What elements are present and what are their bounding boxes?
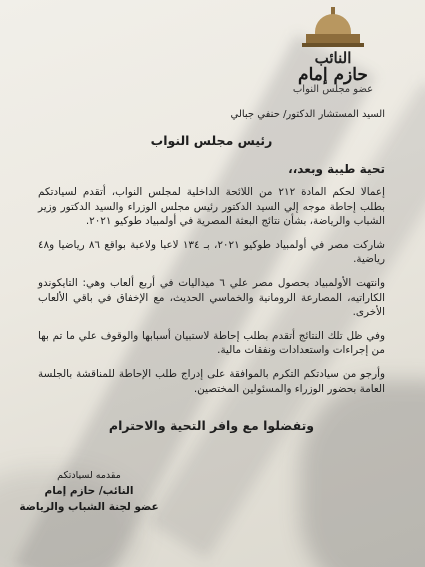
signature-role: عضو لجنة الشباب والرياضة bbox=[19, 501, 159, 513]
paragraph: وانتهت الأولمبياد بحصول مصر علي ٦ ميداليات في أربع ألعاب وهي: التايكوندو الكاراتيه، المصارعة الرومانية والخماسي الحديث، مع الإخفاق في باقي الألعاب الأخرى. bbox=[38, 276, 385, 319]
letterhead bbox=[263, 6, 403, 96]
greeting: تحية طيبة وبعد،، bbox=[288, 162, 385, 176]
letter-body bbox=[38, 108, 385, 433]
paragraph: شاركت مصر في أولمبياد طوكيو ٢٠٢١، بـ ١٣٤ لاعبا ولاعبة بواقع ٨٦ رياضيا و٤٨ رياضية. bbox=[38, 238, 385, 266]
signature-intro: مقدمه لسيادتكم bbox=[57, 470, 121, 481]
signature-name: النائب/ حازم إمام bbox=[44, 485, 134, 497]
letterhead-title: النائب bbox=[314, 49, 352, 67]
paragraph: وأرجو من سيادتكم التكرم بالموافقة على إدراج طلب الإحاطة للمناقشة بالجلسة العامة بحضور الوزراء والمسئولين المختصين. bbox=[38, 367, 385, 395]
closing-line: وتفضلوا مع وافر التحية والاحترام bbox=[108, 418, 315, 434]
paragraph: وفي ظل تلك النتائج أتقدم بطلب إحاطة لاستبيان أسبابها والوقوف علي ما تم بها من إجراءات واستعدادات ونفقات مالية. bbox=[38, 329, 385, 357]
letterhead-name: حازم إمام bbox=[298, 65, 368, 85]
addressee-line: السيد المستشار الدكتور/ حنفي جبالي bbox=[230, 109, 385, 120]
paragraph: إعمالا لحكم المادة ٢١٢ من اللائحة الداخلية لمجلس النواب، أتقدم لسيادتكم بطلب إحاطة موجه إلي السيد الدكتور رئيس مجلس الوزراء والسيد الدكتور وزير الشباب والرياضة، بشأن نتائج البعثة المصرية في أولمبياد طوكيو ٢٠٢١. bbox=[38, 186, 385, 228]
signature-block bbox=[14, 468, 164, 515]
letterhead-subtitle: عضو مجلس النواب bbox=[292, 84, 374, 95]
recipient-title: رئيس مجلس النواب bbox=[150, 133, 273, 148]
parliament-emblem-icon bbox=[302, 6, 364, 48]
